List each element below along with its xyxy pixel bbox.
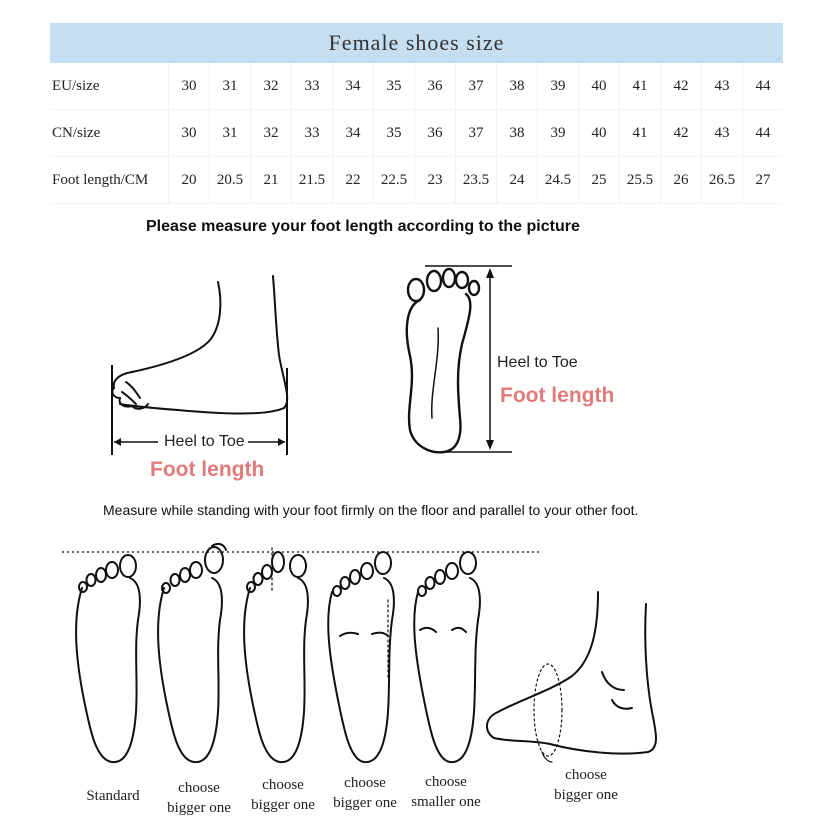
table-cell: 36: [414, 63, 455, 109]
table-row-foot-length: [50, 157, 783, 204]
table-cell: 20: [168, 157, 209, 203]
row-label: Foot length/CM: [52, 171, 149, 188]
caption-standard: Standard: [86, 788, 140, 804]
table-cell: 25: [578, 157, 619, 203]
table-cell: 34: [332, 63, 373, 109]
table-cell: 26.5: [701, 157, 742, 203]
caption-line: choose: [565, 767, 607, 783]
size-table: [50, 23, 783, 204]
table-cell: 24: [496, 157, 537, 203]
table-cell: 21: [250, 157, 291, 203]
table-cell: 34: [332, 110, 373, 156]
table-cell: 43: [701, 63, 742, 109]
table-cell: 31: [209, 63, 250, 109]
table-cell: 33: [291, 110, 332, 156]
caption-line: bigger one: [167, 800, 231, 816]
table-cell: 32: [250, 63, 291, 109]
table-cell: 35: [373, 110, 414, 156]
table-cell: 40: [578, 110, 619, 156]
table-cell: 44: [742, 110, 783, 156]
row-label: EU/size: [52, 77, 100, 94]
table-cell: 30: [168, 110, 209, 156]
caption-line: bigger one: [554, 787, 618, 803]
table-cell: 27: [742, 157, 783, 203]
table-cell: 39: [537, 110, 578, 156]
side-foot-length-label: Foot length: [150, 458, 265, 481]
table-cell: 21.5: [291, 157, 332, 203]
table-row-cn: [50, 110, 783, 157]
table-row-eu: [50, 63, 783, 110]
caption-line: smaller one: [411, 794, 481, 810]
table-cell: 44: [742, 63, 783, 109]
table-cell: 20.5: [209, 157, 250, 203]
top-foot-length-label: Foot length: [500, 384, 615, 407]
caption-line: choose: [178, 780, 220, 796]
measure-instruction-heading: Please measure your foot length according to the picture: [146, 218, 580, 235]
caption-line: bigger one: [251, 797, 315, 813]
top-heel-to-toe-label: Heel to Toe: [497, 354, 578, 371]
caption-line: choose: [262, 777, 304, 793]
table-cell: 37: [455, 110, 496, 156]
table-cell: 37: [455, 63, 496, 109]
table-cell: 32: [250, 110, 291, 156]
caption-bigger-2: [246, 775, 320, 815]
table-cell: 42: [660, 63, 701, 109]
table-cell: 35: [373, 63, 414, 109]
table-cell: 41: [619, 110, 660, 156]
caption-bigger-1: [162, 778, 236, 818]
table-cell: 33: [291, 63, 332, 109]
table-cell: 41: [619, 63, 660, 109]
table-cell: 23.5: [455, 157, 496, 203]
table-cell: 26: [660, 157, 701, 203]
standing-instruction: Measure while standing with your foot firmly on the floor and parallel to your other foot.: [103, 502, 639, 518]
table-cell: 40: [578, 63, 619, 109]
table-title: Female shoes size: [50, 23, 783, 63]
caption-bigger-4: [546, 765, 626, 805]
table-cell: 22: [332, 157, 373, 203]
caption-smaller: [406, 772, 486, 812]
table-cell: 39: [537, 63, 578, 109]
table-cell: 25.5: [619, 157, 660, 203]
table-cell: 43: [701, 110, 742, 156]
table-cell: 30: [168, 63, 209, 109]
table-cell: 38: [496, 110, 537, 156]
table-cell: 23: [414, 157, 455, 203]
table-cell: 38: [496, 63, 537, 109]
table-cell: 22.5: [373, 157, 414, 203]
table-cell: 42: [660, 110, 701, 156]
caption-bigger-3: [328, 773, 402, 813]
caption-line: choose: [425, 774, 467, 790]
table-cell: 24.5: [537, 157, 578, 203]
table-cell: 36: [414, 110, 455, 156]
caption-line: bigger one: [333, 795, 397, 811]
table-cell: 31: [209, 110, 250, 156]
row-label: CN/size: [52, 124, 101, 141]
side-heel-to-toe-label: Heel to Toe: [164, 433, 245, 450]
caption-line: choose: [344, 775, 386, 791]
